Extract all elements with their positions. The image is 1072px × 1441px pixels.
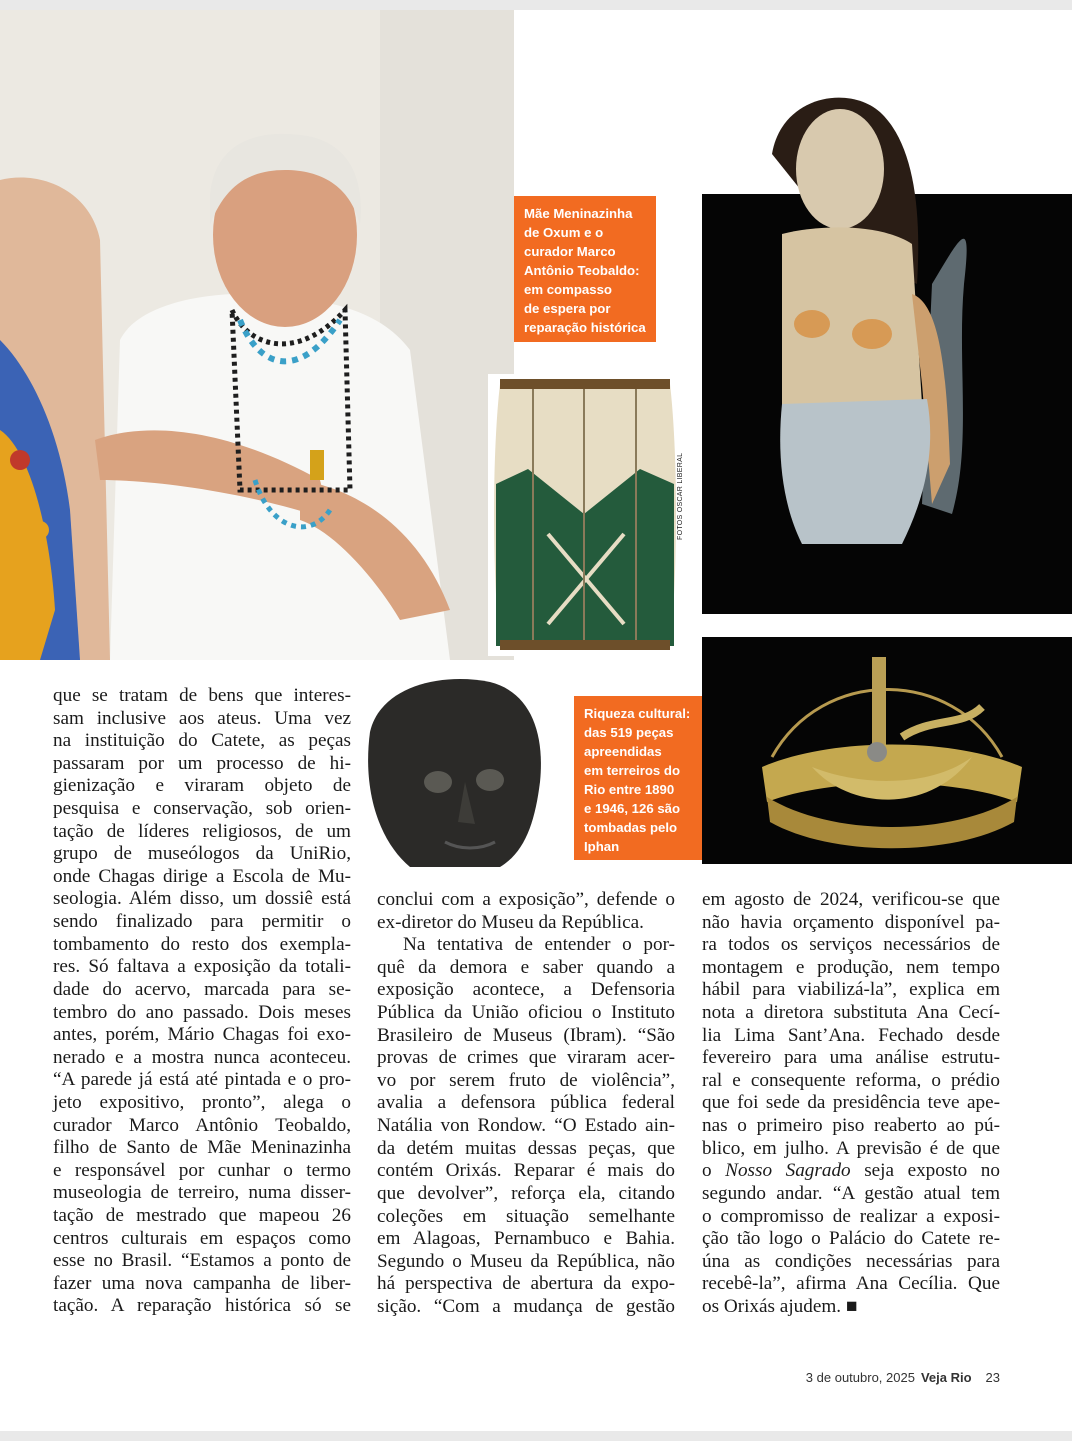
article-line: pesquisa e conservação, sob orien- [53,798,351,820]
crown-photo [702,637,1072,864]
article-line: há perspectiva de abertura da expo- [377,1273,675,1295]
article-line: que foi sede da presidência teve ape- [702,1092,1000,1114]
article-line: sam inclusive aos ateus. Uma vez [53,707,351,729]
article-line: res. Só faltava a exposição da totali- [53,956,351,978]
article-line: grupo de museólogos da UniRio, [53,843,351,865]
article-line: “A parede já está até pintada e o pro- [53,1069,351,1091]
article-line: blico, em julho. A previsão é de que [702,1137,1000,1159]
article-line: contém Orixás. Reparar é mais do [377,1160,675,1182]
article-line: tação de líderes religiosos, de um [53,820,351,842]
article-line: Na tentativa de entender o por- [403,934,675,956]
collection-caption [574,696,702,860]
magazine-name: Veja Rio [920,1370,972,1385]
article-line: que se tratam de bens que interes- [53,685,351,706]
issue-date: 3 de outubro, 2025 [805,1370,915,1385]
article-line: conclui com a exposição”, defende o [377,889,675,910]
article-line: tombamento do resto dos exempla- [53,933,351,955]
article-line: exposição acontece, a Defensoria [377,979,675,1001]
article-column-2 [377,889,675,1319]
article-line: não havia orçamento disponível pa- [702,911,1000,933]
article-line: dade do acervo, marcada para se- [53,978,351,1000]
article-column-1 [53,685,351,1318]
article-line: onde Chagas dirige a Escola de Mu- [53,865,351,887]
article-line: os Orixás ajudem. ■ [702,1295,858,1317]
portrait-caption-line: curador Marco [524,244,616,259]
article-line: da detém muitas dessas peças, que [377,1137,675,1159]
article-line: centros culturais em espaços como [53,1227,351,1249]
article-line: tação. A reparação histórica só se [53,1295,351,1317]
article-line: lia Lima Sant’Ana. Fechado desde [702,1024,1000,1046]
portrait-caption-line: em compasso [524,282,612,297]
article-line: o compromisso de realizar a exposi- [702,1205,1000,1227]
article-line: sição. “Com a mudança de gestão [377,1295,675,1317]
article-line: hábil para viabilizá-la”, explica em [702,979,1000,1001]
article-line: avalia a defensora pública federal [377,1092,675,1114]
article-line: que devolver”, reforça ela, citando [377,1182,675,1204]
article-line: esse no Brasil. “Estamos a ponto de [53,1250,351,1272]
page-number: 23 [985,1370,1000,1385]
article-line: provas de crimes que viraram acer- [377,1047,675,1069]
article-line: filho de Santo de Mãe Meninazinha [53,1137,351,1159]
article-text: seja exposto no [864,1160,1000,1182]
head-photo [350,672,560,872]
article-line: nerado e a mostra nunca aconteceu. [53,1046,351,1068]
portrait-caption-line: de espera por [524,301,611,316]
article-column-3 [702,889,1000,1319]
article-line: nota a diretora substituta Ana Cecí- [702,1002,1000,1024]
article-line: Segundo o Museu da República, não [377,1250,675,1272]
article-text: o [702,1160,712,1182]
article-line: Pública da União oficiou o Instituto [377,1002,675,1024]
portrait-caption-line: Mãe Meninazinha [524,206,633,221]
article-line: fazer uma nova campanha de liber- [53,1272,351,1294]
article-line: jeto expositivo, pronto”, alega o [53,1091,351,1113]
article-line: em agosto de 2024, verificou-se que [702,889,1000,910]
magazine-page [0,10,1072,1431]
article-line: Brasileiro de Museus (Ibram). “São [377,1024,675,1046]
article-line: antes, porém, Mário Chagas foi exo- [53,1024,351,1046]
article-line: tação de mestrado que mapeou 26 [53,1205,351,1227]
collection-caption-line: Iphan [584,839,620,854]
portrait-caption [514,196,656,342]
article-line: passaram por um processo de hi- [53,752,351,774]
collection-caption-line: Rio entre 1890 [584,782,675,797]
article-line: úna as condições necessárias para [702,1250,1000,1272]
article-line: e responsável por cunhar o termo [53,1159,351,1181]
article-line: gienização e viraram objeto de [53,775,351,797]
article-line: ção tão logo o Palácio do Catete re- [702,1228,1000,1250]
mermaid-photo [702,84,1072,614]
collection-caption-line: apreendidas [584,744,662,759]
exhibition-title: Nosso Sagrado [725,1160,851,1182]
article-line: curador Marco Antônio Teobaldo, [53,1114,351,1136]
article-line: seologia. Além disso, um dossiê está [53,888,351,910]
article-line: Natália von Rondow. “O Estado ain- [377,1115,675,1137]
article-line: sendo finalizado para permitir o [53,911,351,933]
drum-photo [488,374,682,656]
article-line: vo por serem fruto de violência”, [377,1069,675,1091]
portrait-photo [0,10,514,660]
collection-caption-line: tombadas pelo [584,820,678,835]
article-line: ral e consequente reforma, o prédio [702,1069,1000,1091]
article-line: na instituição do Catete, as peças [53,730,351,752]
article-line: montagem e produção, nem tempo [702,956,1000,978]
collection-caption-line: das 519 peças [584,725,674,740]
article-line: museologia de terreiro, numa disser- [53,1182,351,1204]
photo-credit: FOTOS OSCAR LIBERAL [677,452,684,540]
article-line: nas o primeiro piso reaberto ao pú- [702,1115,1000,1137]
portrait-caption-line: de Oxum e o [524,225,604,240]
collection-caption-line: e 1946, 126 são [584,801,681,816]
article-line: em Alagoas, Pernambuco e Bahia. [377,1228,675,1250]
portrait-caption-line: Antônio Teobaldo: [524,263,640,278]
collection-caption-line: em terreiros do [584,763,681,778]
article-line: tembro do ano passado. Dois meses [53,1001,351,1023]
page-footer [806,1370,1000,1385]
portrait-caption-line: reparação histórica [524,320,646,335]
article-line: fevereiro para uma análise estrutu- [702,1047,1000,1069]
article-line: recebê-la”, afirma Ana Cecília. Que [702,1273,1000,1295]
article-line [702,1160,1000,1183]
article-line: quê da demora e saber quando a [377,956,675,978]
article-line: coleções em situação semelhante [377,1205,675,1227]
article-line: segundo andar. “A gestão atual tem [702,1182,1000,1204]
article-line: ra todos os serviços necessários de [702,934,1000,956]
article-line: ex-diretor do Museu da República. [377,911,644,933]
collection-caption-line: Riqueza cultural: [584,706,691,721]
